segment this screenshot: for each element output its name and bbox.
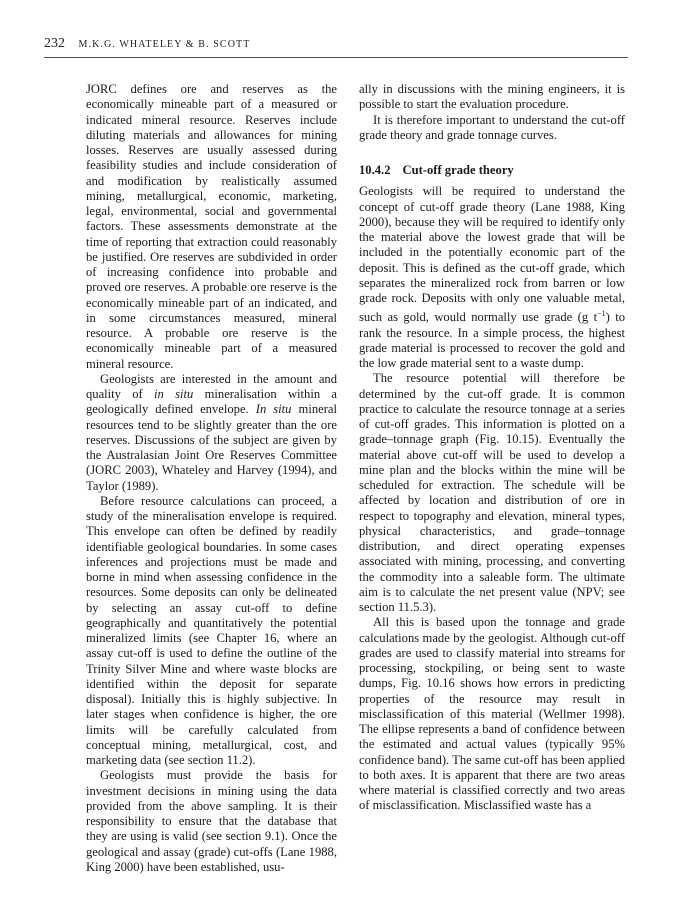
- superscript: −1: [597, 309, 606, 319]
- left-column: [86, 82, 337, 875]
- paragraph: JORC defines ore and reserves as the economically mineable part of a measured or indicated mineral resource. Reserves include diluting materials and allowances for mining losses. Reserves are usually assessed during feasibility studies and include consideration of and modification by realistically assumed mining, metallurgical, economic, marketing, legal, environmental, social and governmental factors. These assessments demonstrate at the time of reporting that extraction could reasonably be justified. Ore reserves are subdivided in order of increasing confidence into probable and proved ore reserves. A probable ore reserve is the economically mineable part of an indicated, and in some circumstances measured, mineral resource. A probable ore reserve is the economically mineable part of a measured mineral resource.: [86, 82, 337, 371]
- paragraph: All this is based upon the tonnage and grade calculations made by the geologist. Although cut-off grades are used to classify material into streams for processing, stockpiling, or being sent to waste dumps, Fig. 10.16 shows how errors in predicting properties of the resource may result in misclassification of this material (Wellmer 1998). The ellipse represents a band of confidence between the estimated and actual values (typically 95% confidence band). The same cut-off has been applied to both axes. It is apparent that there are two areas where material is classified correctly and two areas of misclassification. Misclassified waste has a: [359, 615, 625, 813]
- section-number: 10.4.2: [359, 163, 391, 177]
- italic-term: In situ: [255, 402, 292, 417]
- paragraph: It is therefore important to understand the cut-off grade theory and grade tonnage curves.: [359, 112, 625, 142]
- page-number: 232: [44, 36, 65, 51]
- running-header: [44, 36, 628, 52]
- italic-term: in situ: [154, 387, 194, 401]
- section-heading: [359, 163, 625, 178]
- paragraph: ally in discussions with the mining engineers, it is possible to start the evaluation procedure.: [359, 82, 625, 112]
- running-authors: M.K.G. WHATELEY & B. SCOTT: [78, 39, 251, 50]
- paragraph: Geologists will be required to understand the concept of cut-off grade theory (Lane 1988, King 2000), because they will be required to identify only the material above the lowest grade that will be included in the potentially economic part of the deposit. This is defined as the cut-off grade, which separates the mineralized rock from barren or low grade rock. Deposits with only one valuable metal, such as gold, would normally use grade (g $t^{-1}$) to rank the resource. In a simple process, the highest grade material is processed to recover the gold and the low grade material sent to a waste dump.: [359, 184, 626, 371]
- paragraph: Before resource calculations can proceed, a study of the mineralisation envelope is required. This envelope can often be defined by readily identifiable geological boundaries. In some cases inferences and projections must be made and borne in mind when assessing confidence in the resources. Some deposits can only be delineated by selecting an assay cut-off to define geographically and quantitatively the potential mineralized limits (see Chapter 16, where an assay cut-off is used to define the outline of the Trinity Silver Mine and where waste blocks are identified within the deposit for separate disposal). Initially this is highly subjective. In later stages when confidence is higher, the ore limits will be carefully calculated from conceptual mining, metallurgical, cost, and marketing data (see section 11.2).: [86, 493, 337, 767]
- paragraph: Geologists are interested in the amount and quality of in situ mineralisation within a geologically defined envelope. In situ mineral resources tend to be slightly greater than the ore reserves. Discussions of the subject are given by the Australasian Joint Ore Reserves Committee (JORC 2003), Whateley and Harvey (1994), and Taylor (1989).: [86, 371, 338, 493]
- right-column: [359, 82, 625, 814]
- paragraph: The resource potential will therefore be determined by the cut-off grade. It is common practice to calculate the resource tonnage at a series of cut-off grades. This information is plotted on a grade–tonnage graph (Fig. 10.15). Eventually the material above cut-off will be used to develop a mine plan and the blocks within the mine will be scheduled for extraction. The schedule will be affected by location and distribution of ore in respect to topography and elevation, mineral types, physical characteristics, and grade–tonnage distribution, and direct operating expenses associated with mining, processing, and converting the commodity into a saleable form. The ultimate aim is to calculate the net present value (NPV; see section 11.5.3).: [359, 371, 625, 615]
- section-title: Cut-off grade theory: [402, 163, 514, 177]
- paragraph: Geologists must provide the basis for investment decisions in mining using the data provided from the above sampling. It is their responsibility to ensure that the database that they are using is valid (see section 9.1). Once the geological and assay (grade) cut-offs (Lane 1988, King 2000) have been established, usu-: [86, 768, 337, 874]
- header-rule: [44, 57, 628, 58]
